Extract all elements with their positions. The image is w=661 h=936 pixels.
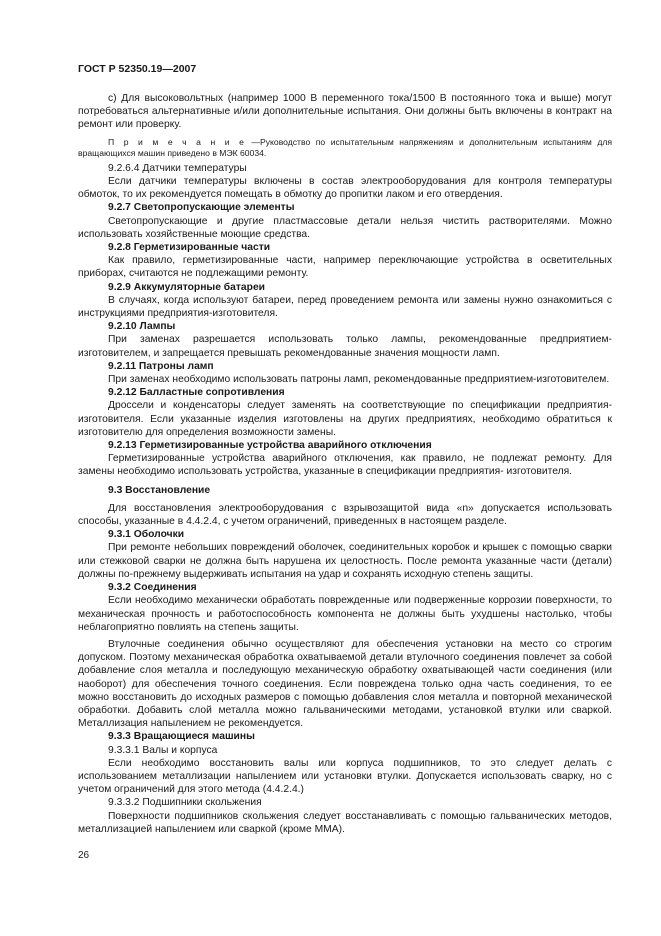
document-body — [78, 92, 612, 836]
body-paragraph: Светопропускающие и другие пластмассовые детали нельзя чистить растворителями. Можно использовать хозяйственные моющие средства. — [78, 215, 612, 240]
body-paragraph: c) Для высоковольтных (например 1000 В переменного тока/1500 В постоянного тока и выше) могут потребоваться альтернативные и/или дополнительные испытания. Они должны быть включены в контракт на ремонт или проверку. — [78, 93, 612, 131]
section-heading: 9.2.12 Балластные сопротивления — [108, 387, 285, 399]
body-paragraph: Дроссели и конденсаторы следует заменять на соответствующие по спецификации предприятия-изготовителя. Если указанные изделия изготовлены на других предприятиях, необходимо обратиться к изготовителю для определения возможности замены. — [78, 400, 612, 438]
section-heading: 9.3 Восстановление — [108, 484, 211, 496]
body-paragraph: Герметизированные устройства аварийного отключения, как правило, не подлежат ремонту. Для замены необходимо использовать устройства, указанные в спецификации предприятия- изготовителя. — [78, 453, 612, 478]
body-paragraph: Поверхности подшипников скольжения следует восстанавливать с помощью гальванических методов, металлизацией напылением или сваркой (кроме ММА). — [78, 810, 612, 835]
document-header: ГОСТ Р 52350.19—2007 — [78, 63, 197, 75]
body-paragraph: Если необходимо механически обработать поврежденные или подверженные коррозии поверхности, то механическая прочность и работоспособность компонента не должны быть ухудшены настолько, чтобы неблагоприятно повлиять на степень защиты. — [78, 595, 612, 633]
body-paragraph: Если датчики температуры включены в состав электрооборудования для контроля температуры обмоток, то их рекомендуется помещать в обмотку до пропитки лаком и его отвердения. — [78, 176, 612, 201]
body-paragraph: При ремонте небольших повреждений оболочек, соединительных коробок и крышек с помощью сварки или стежковой сварки не должна быть нарушена их целостность. После ремонта указанные части (детали) должны по-прежнему выдерживать испытания на удар и сохранять исходную степень защиты. — [78, 542, 612, 580]
section-heading: 9.2.10 Лампы — [108, 321, 176, 333]
section-heading: 9.3.3.2 Подшипники скольжения — [108, 797, 262, 809]
body-paragraph: Втулочные соединения обычно осуществляют для обеспечения установки на место со строгим допуском. Поэтому механическая обработка охватываемой детали втулочного соединения повлечет за собой добавление слоя металла и последующую механическую обработку охватывающей части соединения (или наоборот) для обеспечения точного соединения. Если повреждена только одна часть соединения, то ее можно восстановить до исходных размеров с помощью добавления слоя металла и повторной механической обработки. Добавить слой металла можно гальваническими методами, установкой втулки или сваркой. Металлизация напылением не рекомендуется. — [78, 638, 612, 730]
section-heading: 9.3.3 Вращающиеся машины — [108, 731, 255, 743]
body-paragraph: При заменах необходимо использовать патроны ламп, рекомендованные предприятием-изготовителем. — [108, 374, 610, 386]
section-heading: 9.3.1 Оболочки — [108, 529, 185, 541]
note-text: —Руководство по испытательным напряжениям и дополнительным испытаниям для вращающихся машин приведено в МЭК 60034. — [78, 136, 613, 159]
note-paragraph — [78, 137, 612, 160]
body-paragraph: Если необходимо восстановить валы или корпуса подшипников, то это следует делать с использованием металлизации напылением или установки втулки. Допускается использовать сварку, но с учетом ограничений для этого метода (4.4.2.4.) — [78, 757, 612, 796]
body-paragraph: При заменах разрешается использовать только лампы, рекомендованные предприятием-изготовителем, и запрещается превышать рекомендованные значения мощности ламп. — [78, 334, 612, 359]
section-heading: 9.2.8 Герметизированные части — [108, 242, 271, 254]
page-number: 26 — [78, 850, 90, 861]
section-heading: 9.2.6.4 Датчики температуры — [108, 162, 247, 174]
section-heading: 9.2.13 Герметизированные устройства аварийного отключения — [108, 440, 432, 452]
section-heading: 9.2.9 Аккумуляторные батареи — [108, 281, 266, 293]
note-label: П р и м е ч а н и е — [108, 136, 246, 147]
body-paragraph: Для восстановления электрооборудования с взрывозащитой вида «n» допускается использовать способы, указанные в 4.4.2.4, с учетом ограничений, приведенных в настоящем разделе. — [78, 502, 612, 528]
body-paragraph: Как правило, герметизированные части, например переключающие устройства в осветительных приборах, считаются не подлежащими ремонту. — [78, 255, 612, 280]
section-heading: 9.3.2 Соединения — [108, 582, 197, 594]
body-paragraph: В случаях, когда используют батареи, перед проведением ремонта или замены нужно ознакомиться с инструкциями предприятия-изготовителя. — [78, 294, 612, 320]
section-heading: 9.2.11 Патроны ламп — [108, 360, 214, 372]
section-heading: 9.3.3.1 Валы и корпуса — [108, 744, 218, 756]
section-heading: 9.2.7 Светопропускающие элементы — [108, 202, 295, 214]
